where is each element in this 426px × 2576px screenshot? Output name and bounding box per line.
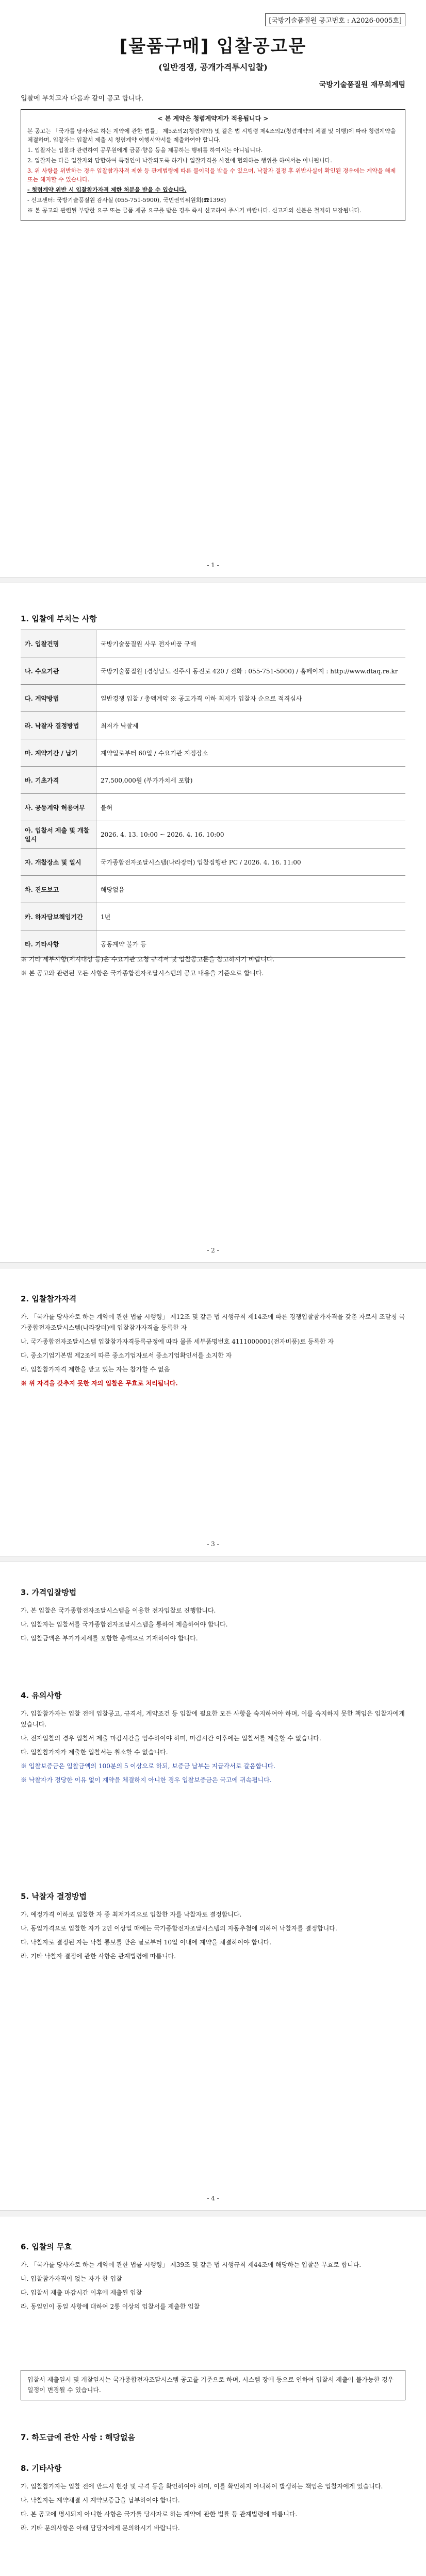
table-row: [21, 739, 405, 767]
page-number: - 1 -: [207, 562, 219, 569]
list-item: 가. 예정가격 이하로 입찰한 자 중 최저가격으로 입찰한 자를 낙찰자로 결정합니다.: [21, 1911, 242, 1918]
section-title: 7. 하도급에 관한 사항 : 해당없음: [21, 2433, 136, 2442]
row-value: 공동계약 불가 등: [96, 930, 406, 958]
page-number: - 4 -: [207, 2195, 219, 2202]
list-item: 나. 전자입찰의 경우 입찰서 제출 마감시간을 엄수하여야 하며, 마감시간 이후에는 입찰서를 제출할 수 없습니다.: [21, 1735, 321, 1742]
section-title: 2. 입찰참가자격: [21, 1294, 77, 1303]
section-body: [21, 1604, 405, 1647]
section-body: [21, 1908, 405, 1965]
row-label: 나. 수요기관: [21, 657, 96, 685]
list-item: 가. 「국가를 당사자로 하는 계약에 관한 법률 시행령」 제12조 및 같은 법 시행규칙 제14조에 따른 경쟁입찰참가자격을 갖춘 자로서 조달청 국가종합전자조달시스템(나라장터)에 입찰참가자격을 등록한 자: [21, 1313, 405, 1331]
page-number: - 2 -: [207, 1247, 219, 1254]
sub-title: (일반경쟁, 공개가격투시입찰): [158, 62, 268, 72]
table-row: [21, 903, 405, 930]
row-label: 가. 입찰건명: [21, 630, 96, 657]
section-body: [21, 2480, 405, 2537]
integrity-notice-box: [21, 109, 405, 221]
intro-text: 입찰에 부치고자 다음과 같이 공고 합니다.: [21, 95, 144, 103]
bid-info-table: [21, 630, 405, 958]
row-label: 아. 입찰서 제출 및 개찰일시: [21, 821, 96, 849]
row-value: 계약일로부터 60일 / 수요기관 지정장소: [96, 739, 406, 767]
row-value: 2026. 4. 13. 10:00 ~ 2026. 4. 16. 10:00: [96, 821, 406, 849]
notice-paragraph: - 신고센터: 국방기술품질원 감사실 (055-751-5900), 국민권익위원회(☎1398): [27, 196, 226, 204]
list-item: 다. 중소기업기본법 제2조에 따른 중소기업자로서 중소기업확인서를 소지한 자: [21, 1352, 232, 1359]
list-item: 나. 낙찰자는 계약체결 시 계약보증금을 납부하여야 합니다.: [21, 2497, 180, 2504]
row-label: 마. 계약기간 / 납기: [21, 739, 96, 767]
section-body: [21, 1311, 405, 1392]
notice-paragraph: 2. 입찰자는 다른 입찰자와 담합하여 특정인이 낙찰되도록 하거나 입찰가격을 사전에 협의하는 행위를 하여서는 아니됩니다.: [27, 157, 332, 164]
list-item: 가. 입찰참가자는 입찰 전에 반드시 현장 및 규격 등을 확인하여야 하며, 이를 확인하지 아니하여 발생하는 책임은 입찰자에게 있습니다.: [21, 2483, 383, 2490]
row-value: 국방기술품질원 (경상남도 진주시 동진로 420 / 전화 : 055-751-5000) / 홈페이지 : http://www.dtaq.re.kr: [96, 657, 406, 685]
page-3: [0, 1267, 426, 1556]
main-title: [물품구매] 입찰공고문: [119, 36, 307, 57]
table-row: [21, 767, 405, 794]
section-title: 5. 낙찰자 결정방법: [21, 1892, 87, 1901]
row-label: 사. 공동계약 허용여부: [21, 794, 96, 821]
note-line: ※ 낙찰자가 정당한 이유 없이 계약을 체결하지 아니한 경우 입찰보증금은 국고에 귀속됩니다.: [21, 1776, 272, 1784]
notice-paragraph: 본 공고는 「국가를 당사자로 하는 계약에 관한 법률」 제5조의2(청렴계약) 및 같은 법 시행령 제4조의2(청렴계약의 체결 및 이행)에 따라 청렴계약을 체결하며, 입찰자는 입찰서 제출 시 청렴계약 이행서약서를 제출하여야 합니다.: [27, 127, 396, 143]
table-row: [21, 876, 405, 903]
notice-box-title: < 본 계약은 청렴계약제가 적용됩니다 >: [157, 115, 269, 122]
row-label: 라. 낙찰자 결정방법: [21, 712, 96, 739]
row-value: 국방기술품질원 사무 전자비품 구매: [96, 630, 406, 657]
section-body: [21, 1707, 405, 1789]
list-item: 가. 입찰참가자는 입찰 전에 입찰공고, 규격서, 계약조건 등 입찰에 필요한 모든 사항을 숙지하여야 하며, 이를 숙지하지 못한 책임은 입찰자에게 있습니다.: [21, 1710, 405, 1728]
section-title: 3. 가격입찰방법: [21, 1588, 77, 1597]
list-item: 라. 입찰참가자격 제한을 받고 있는 자는 참가할 수 없음: [21, 1366, 170, 1373]
list-item: 라. 동일인이 동일 사항에 대하여 2통 이상의 입찰서를 제출한 입찰: [21, 2303, 200, 2310]
table-row: [21, 657, 405, 685]
section-title: 1. 입찰에 부치는 사항: [21, 614, 97, 623]
note-line: ※ 기타 세부사항(제시대상 등)은 수요기관 요청 규격서 및 입찰공고문을 참고하시기 바랍니다.: [21, 956, 275, 963]
list-item: 다. 입찰금액은 부가가치세를 포함한 총액으로 기재하여야 합니다.: [21, 1635, 198, 1642]
table-row: [21, 630, 405, 657]
list-item: 다. 본 공고에 명시되지 아니한 사항은 국가를 당사자로 하는 계약에 관한 법률 등 관계법령에 따릅니다.: [21, 2511, 298, 2518]
row-label: 타. 기타사항: [21, 930, 96, 958]
row-value: 최저가 낙찰제: [96, 712, 406, 739]
warning-note: ※ 위 자격을 갖추지 못한 자의 입찰은 무효로 처리됩니다.: [21, 1380, 178, 1387]
page-4: [0, 1561, 426, 2210]
list-item: 나. 입찰자는 입찰서를 국가종합전자조달시스템을 통하여 제출하여야 합니다.: [21, 1621, 228, 1628]
notice-box: 입찰서 제출일시 및 개찰일시는 국가종합전자조달시스템 공고를 기준으로 하며, 시스템 장애 등으로 인하여 입찰서 제출이 불가능한 경우 일정이 변경될 수 있습니다.: [21, 2370, 405, 2400]
page-1: [0, 0, 426, 577]
row-label: 자. 개찰장소 및 일시: [21, 849, 96, 876]
list-item: 나. 동일가격으로 입찰한 자가 2인 이상일 때에는 국가종합전자조달시스템의 자동추첨에 의하여 낙찰자를 결정합니다.: [21, 1925, 337, 1932]
list-item: 가. 「국가를 당사자로 하는 계약에 관한 법률 시행령」 제39조 및 같은 법 시행규칙 제44조에 해당하는 입찰은 무효로 합니다.: [21, 2261, 362, 2268]
section-body: [21, 2259, 405, 2315]
list-item: 나. 국가종합전자조달시스템 입찰참가자격등록규정에 따라 물품 세부품명번호 4111000001(전자비품)로 등록한 자: [21, 1338, 334, 1345]
note-line: ※ 본 공고와 관련된 모든 사항은 국가종합전자조달시스템의 공고 내용을 기준으로 합니다.: [21, 970, 264, 977]
row-value: 해당없음: [96, 876, 406, 903]
list-item: 다. 입찰서 제출 마감시간 이후에 제출된 입찰: [21, 2289, 142, 2296]
row-value: 국가종합전자조달시스템(나라장터) 입찰집행관 PC / 2026. 4. 16. 11:00: [96, 849, 406, 876]
row-label: 바. 기초가격: [21, 767, 96, 794]
agency-line: 국방기술품질원 재무회계팀: [319, 81, 405, 89]
list-item: 다. 입찰참가자가 제출한 입찰서는 취소할 수 없습니다.: [21, 1749, 168, 1756]
notice-paragraph: 3. 위 사항을 위반하는 경우 입찰참가자격 제한 등 관계법령에 따른 불이익을 받을 수 있으며, 낙찰자 결정 후 위반사실이 확인된 경우에는 계약을 해제 또는 해지할 수 있습니다.: [27, 167, 396, 183]
table-row: [21, 712, 405, 739]
section-title: 4. 유의사항: [21, 1691, 62, 1700]
row-value: 1년: [96, 903, 406, 930]
row-value: 27,500,000원 (부가가치세 포함): [96, 767, 406, 794]
list-item: 가. 본 입찰은 국가종합전자조달시스템을 이용한 전자입찰로 진행합니다.: [21, 1607, 216, 1614]
table-row: [21, 685, 405, 712]
list-item: 나. 입찰참가자격이 없는 자가 한 입찰: [21, 2275, 122, 2282]
row-label: 카. 하자담보책임기간: [21, 903, 96, 930]
row-label: 다. 계약방법: [21, 685, 96, 712]
row-value: 불허: [96, 794, 406, 821]
note-line: ※ 입찰보증금은 입찰금액의 100분의 5 이상으로 하되, 보증금 납부는 지급각서로 갈음합니다.: [21, 1762, 276, 1770]
list-item: 라. 기타 문의사항은 아래 담당자에게 문의하시기 바랍니다.: [21, 2524, 180, 2532]
table-notes: [21, 953, 405, 982]
list-item: 다. 낙찰자로 결정된 자는 낙찰 통보를 받은 날로부터 10일 이내에 계약을 체결하여야 합니다.: [21, 1939, 271, 1946]
list-item: 라. 기타 낙찰자 결정에 관한 사항은 관계법령에 따릅니다.: [21, 1953, 176, 1960]
notice-paragraph: 1. 입찰자는 입찰과 관련하여 공무원에게 금품·향응 등을 제공하는 행위를 하여서는 아니됩니다.: [27, 146, 263, 154]
notice-paragraph: - 청렴계약 위반 시 입찰참가자격 제한 처분을 받을 수 있습니다.: [27, 186, 187, 193]
notice-paragraph: ※ 본 공고와 관련된 부당한 요구 또는 금품 제공 요구를 받은 경우 즉시 신고하여 주시기 바랍니다. 신고자의 신분은 철저히 보장됩니다.: [27, 207, 362, 214]
page-number: - 3 -: [207, 1540, 219, 1548]
table-row: [21, 794, 405, 821]
row-value: 일반경쟁 입찰 / 총액계약 ※ 공고가격 이하 최저가 입찰자 순으로 적격심사: [96, 685, 406, 712]
row-label: 차. 진도보고: [21, 876, 96, 903]
table-row: [21, 821, 405, 849]
section-title: 6. 입찰의 무효: [21, 2242, 72, 2251]
section-title: 8. 기타사항: [21, 2464, 62, 2473]
table-row: [21, 849, 405, 876]
page-2: [0, 582, 426, 1262]
page-5: [0, 2215, 426, 2576]
notice-number: [국방기술품질원 공고번호 : A2026-0005호]: [265, 13, 405, 26]
